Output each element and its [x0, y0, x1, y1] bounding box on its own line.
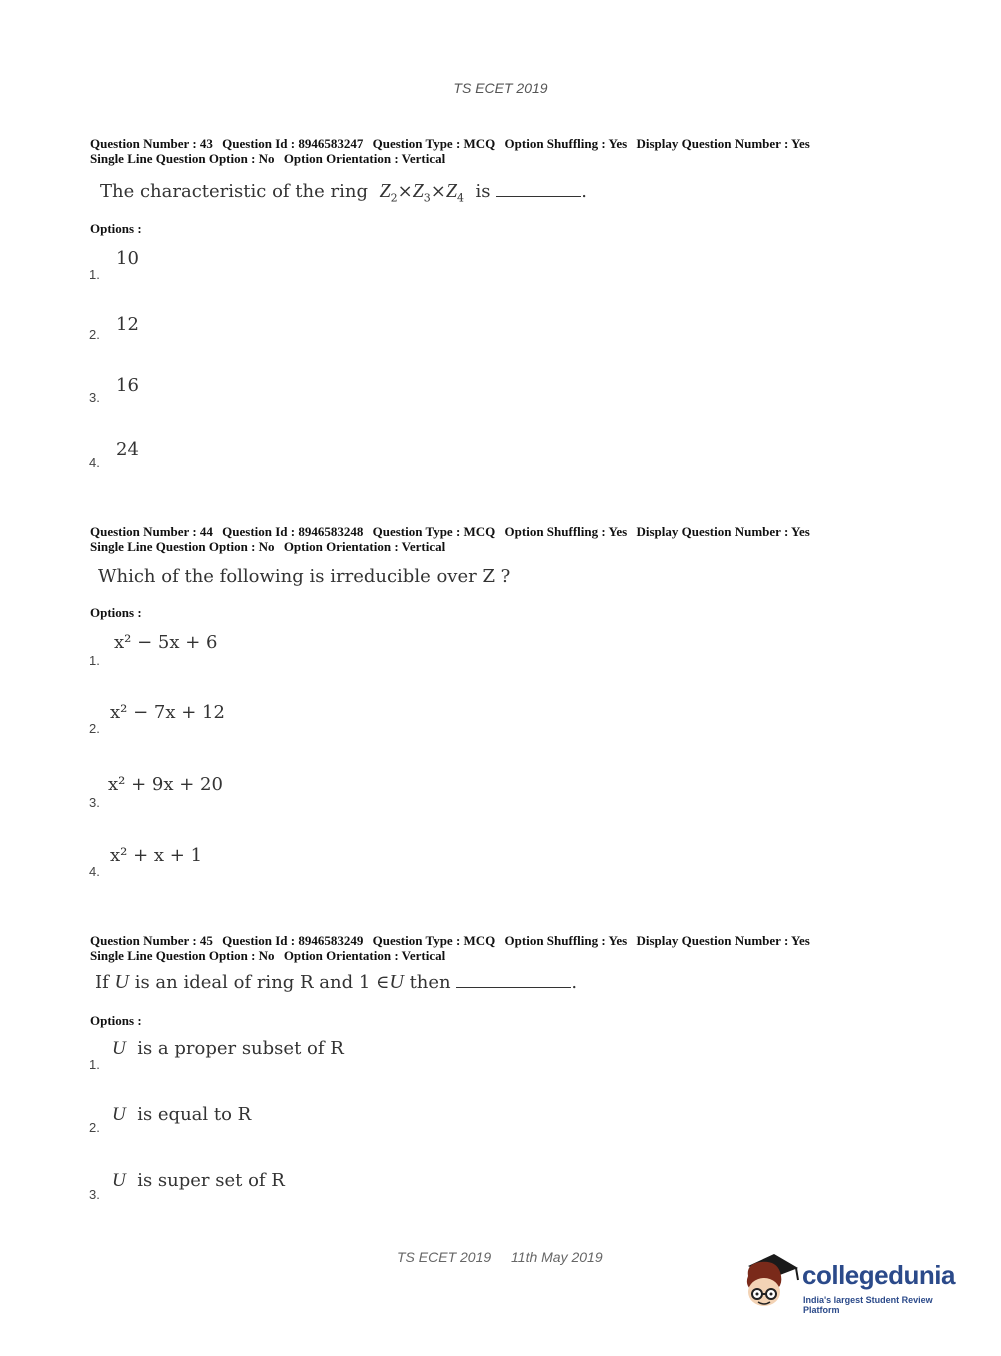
display-question-number: Display Question Number : Yes [636, 524, 810, 539]
option-number: 3. [89, 795, 100, 810]
option-shuffling: Option Shuffling : Yes [504, 933, 628, 948]
option-orientation: Option Orientation : Vertical [283, 948, 446, 963]
option-value: x² − 7x + 12 [110, 702, 225, 723]
question-text-43: The characteristic of the ring $Z_2\times Z_3\times Z_4$ is . [100, 180, 587, 205]
variable-u: U [112, 1170, 126, 1191]
option-orientation: Option Orientation : Vertical [283, 151, 446, 166]
variable-u: U [114, 971, 129, 993]
variable-u: U [112, 1038, 126, 1059]
mascot-icon [740, 1250, 802, 1316]
question-text-44: Which of the following is irreducible over Z ? [98, 566, 511, 587]
option-number: 1. [89, 653, 100, 668]
question-id: Question Id : 8946583249 [222, 933, 364, 948]
option-number: 1. [89, 267, 100, 282]
question-number: Question Number : 44 [90, 524, 213, 539]
option-number: 2. [89, 1120, 100, 1135]
answer-blank [456, 987, 571, 988]
single-line-option: Single Line Question Option : No [90, 948, 275, 963]
page-footer [397, 1249, 619, 1265]
question-meta-44 [90, 524, 910, 554]
option-number: 3. [89, 390, 100, 405]
question-text-part: is an ideal of ring R and 1 [134, 972, 371, 993]
options-label: Options : [90, 605, 142, 620]
option-value: 10 [116, 248, 139, 269]
logo-name: collegedunia [802, 1260, 955, 1290]
display-question-number: Display Question Number : Yes [636, 136, 810, 151]
footer-date: 11th May 2019 [511, 1249, 603, 1265]
option-value: x² + 9x + 20 [108, 774, 223, 795]
option-value: x² + x + 1 [110, 845, 203, 866]
question-id: Question Id : 8946583248 [222, 524, 364, 539]
question-text-part: then [409, 972, 451, 993]
logo-tagline: India's largest Student Review Platform [803, 1295, 933, 1315]
option-shuffling: Option Shuffling : Yes [504, 524, 628, 539]
option-value: x² − 5x + 6 [114, 632, 218, 653]
option-number: 2. [89, 327, 100, 342]
question-text-part: is [475, 181, 491, 202]
variable-u: U [389, 971, 404, 993]
options-label: Options : [90, 1013, 142, 1028]
option-orientation: Option Orientation : Vertical [283, 539, 446, 554]
question-text-part: The characteristic of the ring [100, 181, 368, 202]
option-value: 12 [116, 314, 139, 335]
option-number: 4. [89, 864, 100, 879]
answer-blank [496, 196, 581, 197]
question-text-45: If U is an ideal of ring R and 1 ∈U then . [95, 971, 578, 993]
element-of-symbol: ∈ [370, 972, 390, 993]
question-id: Question Id : 8946583247 [222, 136, 364, 151]
option-number: 4. [89, 455, 100, 470]
options-label: Options : [90, 221, 142, 236]
single-line-option: Single Line Question Option : No [90, 539, 275, 554]
footer-exam: TS ECET 2019 [397, 1249, 492, 1265]
option-value [112, 1038, 344, 1060]
question-meta-43 [90, 136, 910, 166]
option-text: is a proper subset of R [137, 1038, 344, 1059]
question-meta-45 [90, 933, 910, 963]
option-shuffling: Option Shuffling : Yes [504, 136, 628, 151]
option-value: 24 [116, 439, 139, 460]
question-type: Question Type : MCQ [372, 524, 496, 539]
question-number: Question Number : 43 [90, 136, 213, 151]
question-type: Question Type : MCQ [372, 136, 496, 151]
page-header: TS ECET 2019 [453, 80, 548, 96]
display-question-number: Display Question Number : Yes [636, 933, 810, 948]
option-value [112, 1170, 285, 1192]
question-type: Question Type : MCQ [372, 933, 496, 948]
option-value: 16 [116, 375, 139, 396]
option-number: 3. [89, 1187, 100, 1202]
option-number: 1. [89, 1057, 100, 1072]
collegedunia-logo [740, 1250, 970, 1320]
option-text: is equal to R [137, 1104, 252, 1125]
option-value [112, 1104, 251, 1126]
variable-u: U [112, 1104, 126, 1125]
question-text-part: If [95, 972, 109, 993]
question-number: Question Number : 45 [90, 933, 213, 948]
ring-expression: $Z_2\times Z_3\times Z_4$ [379, 180, 465, 205]
option-text: is super set of R [137, 1170, 285, 1191]
option-number: 2. [89, 721, 100, 736]
single-line-option: Single Line Question Option : No [90, 151, 275, 166]
